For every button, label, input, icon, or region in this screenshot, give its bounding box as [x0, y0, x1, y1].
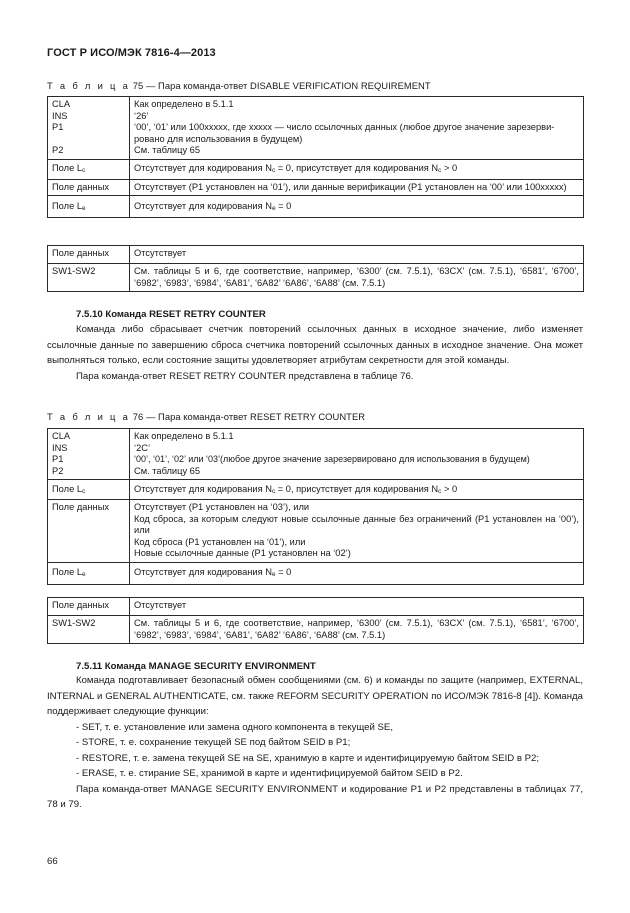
table-row	[48, 500, 584, 563]
cell-text: Отсутствует	[130, 598, 584, 616]
cell-line: См. таблицу 65	[134, 145, 201, 155]
section-body	[47, 673, 583, 813]
paragraph: Команда либо сбрасывает счетчик повторений ссылочных данных в исходное значение, либо изменяет ссылочные данные по завершению сброса счетчика повторений ссылочных данных в исходное значение. Она может выполняться только, если состояние защиты удовлетворяет атрибутам секретности для этой команды.	[47, 324, 583, 366]
table-row	[48, 616, 584, 644]
cell-line: Код сброса, за которым следуют новые ссылочные данные без ограничений (P1 установлен на ‘00’), или	[134, 513, 579, 535]
cell-text: Поле данных	[48, 500, 130, 563]
cell-sub: e	[82, 571, 86, 579]
cell-line: P2	[52, 465, 64, 476]
list-item: - RESTORE, т. е. замена текущей SE на SE, хранимую в карте и идентифицируемую байтом SEID в P2;	[76, 752, 540, 764]
cell-text: = 0	[275, 567, 292, 578]
cell-line: Код сброса (P1 установлен на ‘01’), или	[134, 536, 306, 547]
paragraph: Пара команда-ответ RESET RETRY COUNTER представлена в таблице 76.	[76, 370, 414, 382]
cell-line: ‘00’, ‘01’, ‘02’ или ‘03’(любое другое значение зарезервировано для использования в будущем)	[134, 454, 530, 464]
cell-sub: e	[271, 571, 276, 579]
caption-text: 76 — Пара команда-ответ RESET RETRY COUNTER	[130, 411, 366, 422]
cell-text: Отсутствует для кодирования N	[134, 200, 272, 211]
table-76-response	[47, 597, 584, 644]
cell-text: Отсутствует для кодирования N	[134, 163, 272, 174]
cell-text: = 0, присутствует для кодирования N	[275, 483, 439, 494]
section-title: 7.5.10 Команда RESET RETRY COUNTER	[76, 309, 266, 320]
table-row	[48, 480, 584, 500]
table-row	[48, 179, 584, 196]
table-row	[48, 246, 584, 264]
list-item: - STORE, т. е. сохранение текущей SE под байтом SEID в P1;	[76, 737, 351, 748]
page-header: ГОСТ Р ИСО/МЭК 7816-4—2013	[47, 47, 216, 59]
cell-text: Отсутствует для кодирования N	[134, 483, 272, 494]
cell-text: Поле данных	[48, 179, 130, 196]
cell-line: ровано для использования в будущем)	[134, 133, 303, 144]
cell-line: Как определено в 5.1.1	[134, 431, 234, 441]
table-76-caption	[47, 411, 365, 422]
cell-line: P1	[52, 454, 64, 464]
caption-prefix: Т а б л и ц а	[47, 411, 131, 422]
table-row	[48, 196, 584, 218]
table-row	[48, 97, 584, 160]
list-item: - SET, т. е. установление или замена одного компонента в текущей SE,	[76, 721, 393, 733]
cell-line: Новые ссылочные данные (P1 установлен на ‘02’)	[134, 548, 351, 558]
cell-text: SW1-SW2	[48, 616, 130, 644]
caption-prefix: Т а б л и ц а	[47, 80, 131, 91]
cell-line: ‘26’	[134, 110, 149, 121]
cell-text: Поле данных	[48, 598, 130, 616]
cell-text: Поле L	[52, 567, 82, 578]
paragraph: Пара команда-ответ MANAGE SECURITY ENVIRONMENT и кодирование P1 и P2 представлены в таблицах 77, 78 и 79.	[47, 783, 583, 810]
table-row	[48, 429, 584, 480]
list-item: - ERASE, т. е. стирание SE, хранимой в карте и идентифицируемой байтом SEID в P2.	[76, 768, 463, 779]
cell-line: INS	[52, 442, 68, 453]
cell-text: Поле L	[52, 200, 82, 211]
cell-sub: c	[438, 167, 442, 175]
caption-text: 75 — Пара команда-ответ DISABLE VERIFICATION REQUIREMENT	[130, 80, 431, 91]
cell-line: См. таблицу 65	[134, 465, 201, 476]
table-row	[48, 562, 584, 584]
cell-line: CLA	[52, 431, 71, 441]
cell-text: Отсутствует (P1 установлен на ‘01’), или данные верификации (P1 установлен на ‘00’ или 100xxxxx)	[130, 179, 584, 196]
cell-sub: c	[271, 487, 276, 495]
cell-text: > 0	[441, 483, 458, 494]
table-row	[48, 159, 584, 179]
section-title: 7.5.11 Команда MANAGE SECURITY ENVIRONMENT	[76, 661, 316, 672]
cell-line: Отсутствует (P1 установлен на ‘03’), или	[134, 502, 310, 512]
cell-text: Отсутствует	[130, 246, 584, 264]
section-body	[47, 322, 583, 384]
table-75-command	[47, 96, 584, 218]
cell-sub: e	[82, 204, 86, 212]
cell-sub: c	[82, 487, 86, 495]
cell-text: = 0, присутствует для кодирования N	[275, 163, 439, 174]
cell-text: SW1-SW2	[48, 264, 130, 292]
cell-text: Поле данных	[48, 246, 130, 264]
cell-line: Как определено в 5.1.1	[134, 99, 234, 109]
cell-line: INS	[52, 110, 68, 121]
cell-line	[52, 134, 125, 146]
cell-line: P2	[52, 145, 64, 155]
cell-sub: c	[438, 487, 442, 495]
paragraph: Команда подготавливает безопасный обмен сообщениями (см. 6) и команды по защите (например, EXTERNAL, INTERNAL и GENERAL AUTHENTICATE, см. также REFORM SECURITY OPERATION по ИСО/МЭК 7816-8 [4]). Команда поддерживает следующие функции:	[47, 675, 583, 717]
cell-text: См. таблицы 5 и 6, где соответствие, например, ‘6300’ (см. 7.5.1), ‘63CX’ (см. 7.5.1), ‘6581’, ‘6700’, ‘6982’, ‘6983’, ‘6984’, ‘6A81’, ‘6A82’ ‘6A86’, ‘6A88’ (см. 7.5.1)	[130, 616, 584, 644]
cell-line: CLA	[52, 99, 71, 109]
table-row	[48, 264, 584, 292]
cell-line: P1	[52, 122, 64, 132]
cell-line: ‘00’, ‘01’ или 100xxxxx, где xxxxx — число ссылочных данных (любое другое значение зарезерви-	[134, 122, 555, 132]
cell-text: = 0	[275, 200, 292, 211]
table-76-command	[47, 428, 584, 585]
cell-sub: e	[271, 204, 276, 212]
cell-line: ‘2C’	[134, 442, 151, 453]
cell-text: См. таблицы 5 и 6, где соответствие, например, ‘6300’ (см. 7.5.1), ‘63CX’ (см. 7.5.1), ‘6581’, ‘6700’, ‘6982’, ‘6983’, ‘6984’, ‘6A81’, ‘6A82’ ‘6A86’, ‘6A88’ (см. 7.5.1)	[130, 264, 584, 292]
cell-text: Поле L	[52, 163, 82, 174]
cell-text: Отсутствует для кодирования N	[134, 567, 272, 578]
table-75-caption	[47, 80, 431, 91]
table-row	[48, 598, 584, 616]
cell-text: > 0	[441, 163, 458, 174]
cell-sub: c	[82, 167, 86, 175]
cell-sub: c	[271, 167, 276, 175]
page-number: 66	[47, 856, 58, 867]
cell-text: Поле L	[52, 483, 82, 494]
table-75-response	[47, 245, 584, 292]
